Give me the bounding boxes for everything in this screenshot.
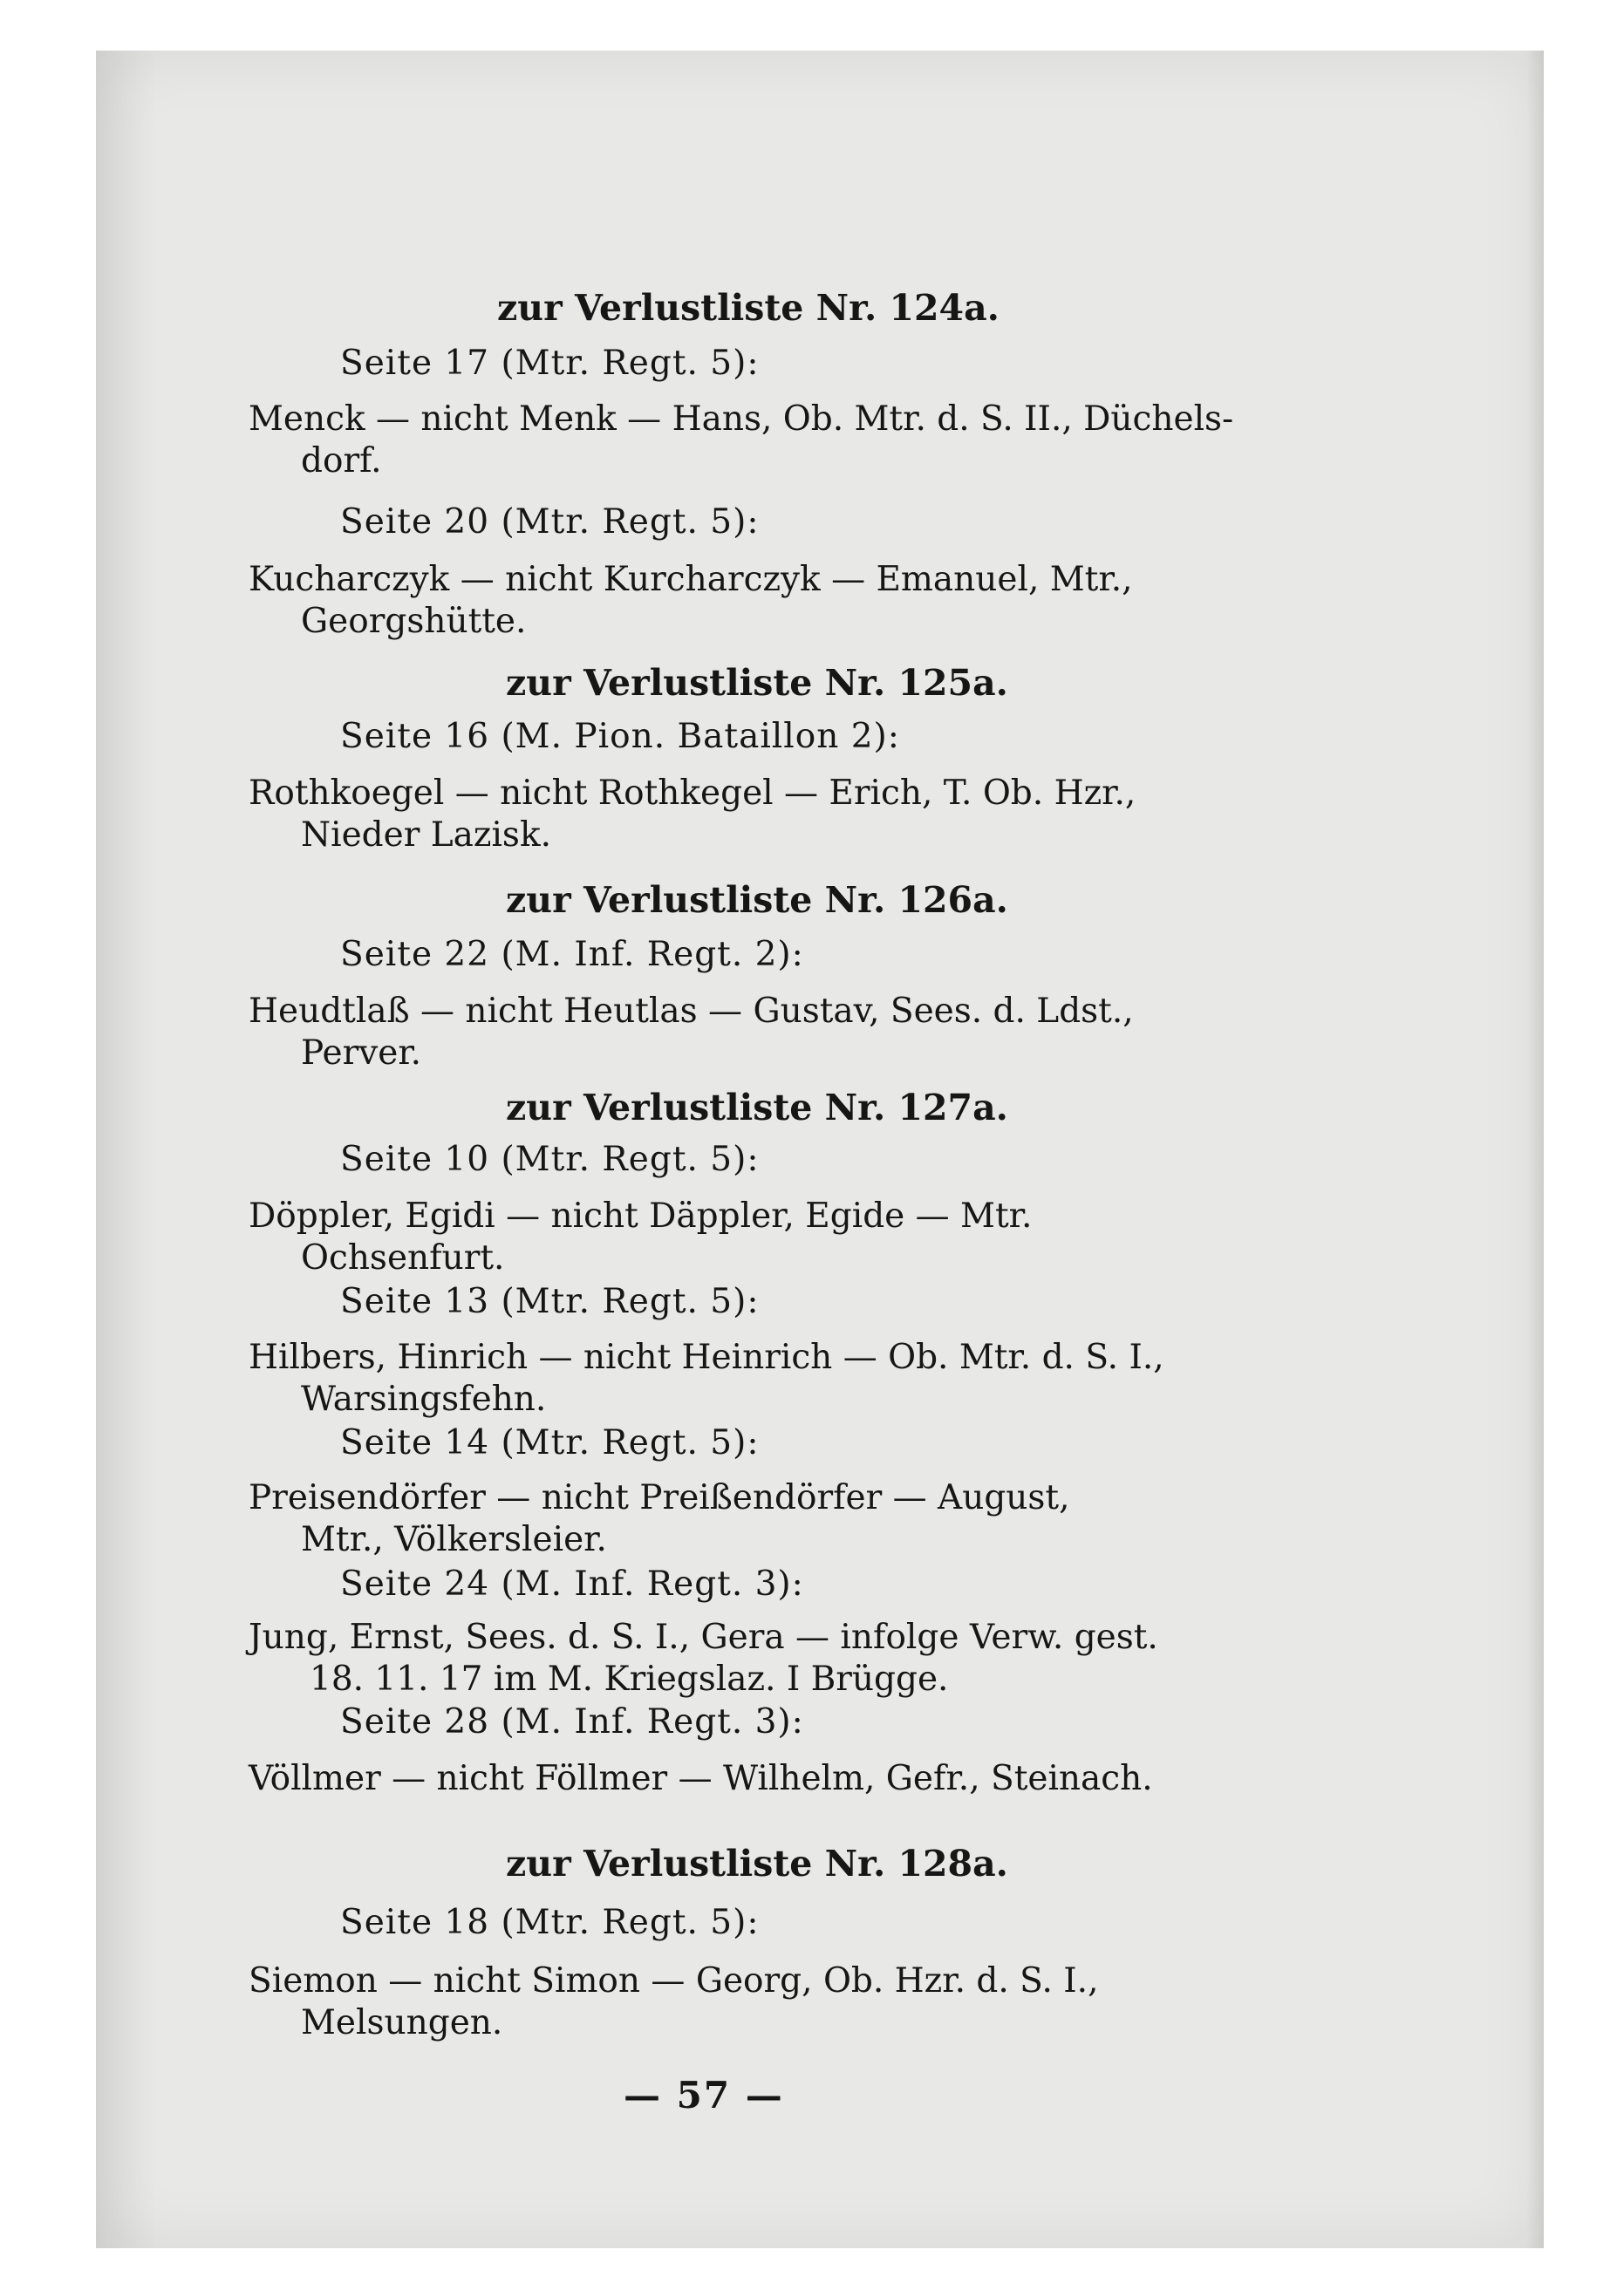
seite-label: Seite 18 (Mtr. Regt. 5): [340, 1903, 760, 1942]
entry-line-continued: Warsingsfehn. [301, 1380, 547, 1419]
page-gutter-shadow [96, 51, 157, 2248]
entry-line-continued: Mtr., Völkersleier. [301, 1520, 607, 1559]
page-edge-shadow [1526, 51, 1544, 2248]
seite-label: Seite 14 (Mtr. Regt. 5): [340, 1423, 760, 1462]
entry-line: Döppler, Egidi — nicht Däppler, Egide — Mtr. [249, 1196, 1033, 1236]
section-heading-126a: zur Verlustliste Nr. 126a. [506, 879, 1008, 921]
scanned-page [96, 51, 1544, 2248]
entry-line: Heudtlaß — nicht Heutlas — Gustav, Sees. d. Ldst., [249, 992, 1134, 1031]
section-heading-127a: zur Verlustliste Nr. 127a. [506, 1087, 1008, 1128]
entry-line: Menck — nicht Menk — Hans, Ob. Mtr. d. S. II., Düchels- [249, 399, 1234, 439]
section-heading-125a: zur Verlustliste Nr. 125a. [506, 662, 1008, 704]
seite-label: Seite 22 (M. Inf. Regt. 2): [340, 935, 804, 974]
entry-line: Kucharczyk — nicht Kurcharczyk — Emanuel, Mtr., [249, 560, 1133, 599]
seite-label: Seite 10 (Mtr. Regt. 5): [340, 1140, 760, 1179]
seite-label: Seite 13 (Mtr. Regt. 5): [340, 1282, 760, 1321]
entry-line-continued: Ochsenfurt. [301, 1238, 505, 1278]
section-heading-128a: zur Verlustliste Nr. 128a. [506, 1843, 1008, 1885]
section-heading-124a: zur Verlustliste Nr. 124a. [497, 287, 1000, 329]
entry-line: Hilbers, Hinrich — nicht Heinrich — Ob. Mtr. d. S. I., [249, 1338, 1164, 1377]
entry-line: Völlmer — nicht Föllmer — Wilhelm, Gefr., Steinach. [249, 1759, 1153, 1798]
seite-label: Seite 16 (M. Pion. Bataillon 2): [340, 717, 900, 756]
entry-line-continued: Perver. [301, 1033, 422, 1073]
seite-label: Seite 17 (Mtr. Regt. 5): [340, 344, 760, 383]
entry-line-continued: dorf. [301, 441, 382, 481]
entry-line: Siemon — nicht Simon — Georg, Ob. Hzr. d. S. I., [249, 1961, 1099, 2001]
entry-line: Rothkoegel — nicht Rothkegel — Erich, T. Ob. Hzr., [249, 774, 1136, 813]
seite-label: Seite 20 (Mtr. Regt. 5): [340, 502, 760, 542]
seite-label: Seite 28 (M. Inf. Regt. 3): [340, 1702, 804, 1742]
entry-line-continued: Melsungen. [301, 2003, 503, 2042]
entry-line: Preisendörfer — nicht Preißendörfer — August, [249, 1478, 1070, 1517]
page-number: — 57 — [624, 2074, 784, 2117]
entry-line-continued: 18. 11. 17 im M. Kriegslaz. I Brügge. [310, 1660, 949, 1699]
entry-line: Jung, Ernst, Sees. d. S. I., Gera — infolge Verw. gest. [249, 1618, 1158, 1657]
seite-label: Seite 24 (M. Inf. Regt. 3): [340, 1565, 804, 1604]
entry-line-continued: Georgshütte. [301, 602, 527, 641]
entry-line-continued: Nieder Lazisk. [301, 815, 551, 855]
